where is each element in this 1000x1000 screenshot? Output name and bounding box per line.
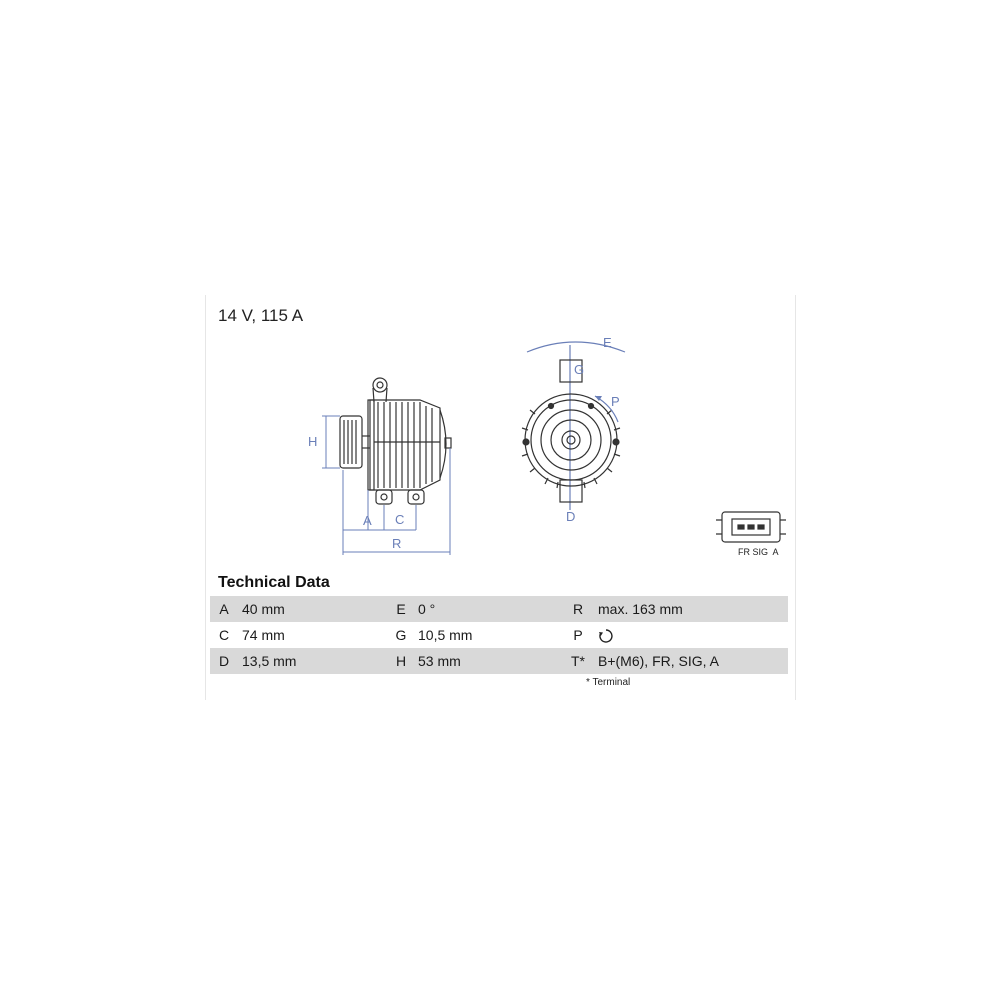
alternator-drawing — [290, 330, 810, 570]
spec-key: C — [218, 627, 230, 643]
spec-value: 13,5 mm — [242, 653, 297, 669]
connector-plug-icon — [716, 512, 786, 542]
table-row — [210, 648, 788, 674]
spec-value: 40 mm — [238, 601, 388, 617]
spec-key: H — [395, 653, 407, 669]
connector-label: FR SIG A — [738, 547, 779, 557]
label-E: E — [603, 335, 612, 350]
rating-title: 14 V, 115 A — [218, 306, 304, 325]
spec-key: R — [572, 601, 584, 617]
terminal-footnote: * Terminal — [586, 677, 631, 688]
pulley-side-view — [340, 416, 370, 468]
spec-value: 74 mm — [242, 627, 285, 643]
alternator-body-side-view — [368, 378, 451, 504]
clockwise-rotation-icon — [598, 628, 614, 644]
spec-value: 10,5 mm — [418, 627, 473, 643]
spec-key: T* — [571, 653, 585, 669]
spec-key: G — [395, 627, 407, 643]
spec-value-rotation — [594, 626, 758, 643]
technical-data-title: Technical Data — [218, 574, 330, 591]
label-D: D — [566, 509, 576, 524]
spec-key: D — [218, 653, 230, 669]
spec-value: max. 163 mm — [598, 601, 683, 617]
label-C: C — [395, 512, 405, 527]
label-A: A — [363, 513, 372, 528]
spec-key: E — [396, 601, 406, 617]
spec-value: 53 mm — [418, 653, 461, 669]
table-row — [210, 596, 788, 622]
spec-table — [210, 596, 788, 674]
spec-value: 0 ° — [418, 601, 436, 617]
spec-key: P — [573, 627, 583, 643]
label-R: R — [392, 536, 402, 551]
label-G: G — [574, 362, 585, 377]
label-H: H — [308, 434, 318, 449]
label-P: P — [611, 394, 620, 409]
spec-key: A — [219, 601, 229, 617]
dimension-lines — [322, 416, 450, 555]
table-row — [210, 622, 788, 648]
left-border-line — [205, 295, 206, 700]
spec-value: B+(M6), FR, SIG, A — [598, 653, 719, 669]
